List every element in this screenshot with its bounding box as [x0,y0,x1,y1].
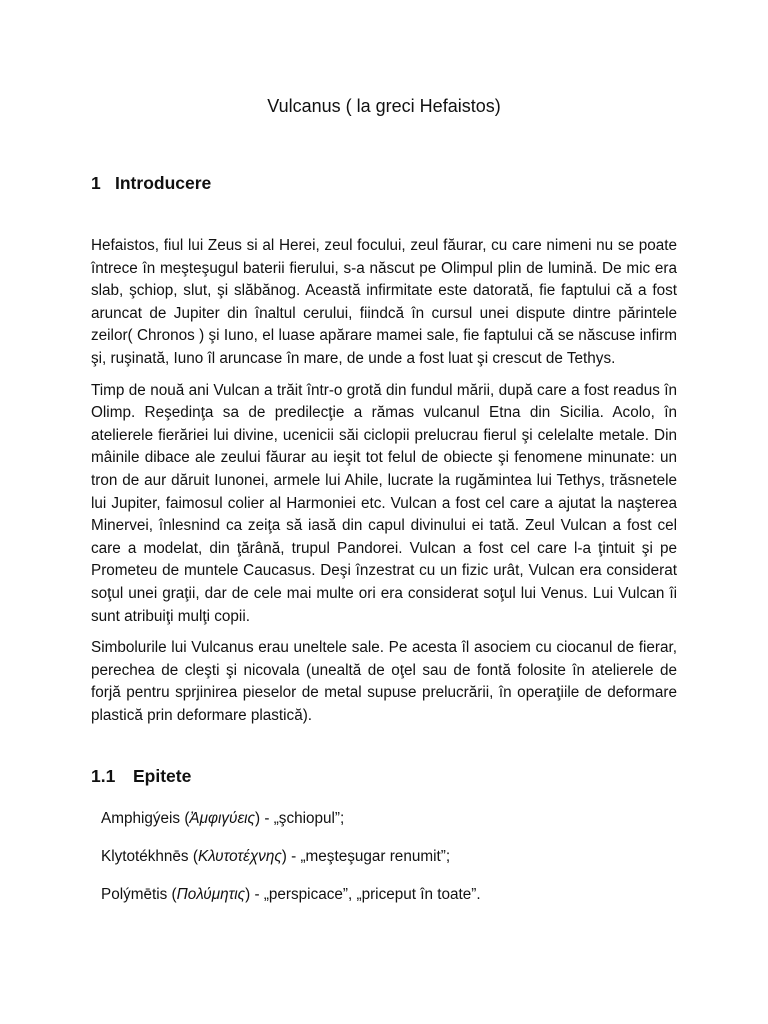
epithet-item [101,808,701,830]
subsection-number: 1.1 [91,766,116,786]
epithet-greek: Πολύμητις [176,886,246,903]
section-body-introducere [91,235,677,736]
section-heading-epitete [91,764,191,788]
subsection-title: Epitete [133,766,192,786]
document-title: Vulcanus ( la greci Hefaistos) [267,96,501,116]
epithet-greek: Κλυτοτέχνης [197,848,282,865]
epithet-list [101,808,701,922]
epithet-meaning: ) - „perspicace”, „priceput în toate”. [245,886,481,903]
epithet-item [101,884,701,906]
section-number: 1 [91,173,101,193]
section-heading-introducere [91,171,211,195]
epithet-meaning: ) - „meşteşugar renumit”; [281,848,451,865]
epithet-name: Polýmētis ( [101,886,177,903]
paragraph-2: Timp de nouă ani Vulcan a trăit într-o grotă din fundul mării, după care a fost readus în Olimp. Reşedinţa sa de predilecţie a rămas vulcanul Etna din Sicilia. Acolo, în atelierele fierăriei lui divine, ucenicii săi ciclopii prelucrau fierul şi celelalte metale. Din mâinile dibace ale zeului făurar au ieşit tot felul de obiecte şi fenomene minunate: un tron de aur dăruit Iunonei, armele lui Ahile, lucrate la rugămintea lui Tethys, trăsnetele lui Jupiter, faimosul colier al Harmoniei etc. Vulcan a fost cel care a ajutat la naşterea Minervei, înlesnind ca zeiţa să iasă din capul divinului ei tată. Zeul Vulcan a fost cel care a modelat, din ţărână, trupul Pandorei. Vulcan a fost cel care l-a ţintuit şi pe Prometeu de muntele Caucasus. Deşi înzestrat cu un fizic urât, Vulcan era considerat soţul unei graţii, dar de cele mai multe ori era considerat soţul lui Venus. Lui Vulcan îi sunt atribuiţi mulţi copii. [91,381,677,625]
epithet-item [101,846,701,868]
paragraph-1: Hefaistos, fiul lui Zeus si al Herei, zeul focului, zeul făurar, cu care nimeni nu se poate întrece în meşteşugul baterii fierului, s-a născut pe Olimpul plin de lumină. De mic era slab, şchiop, slut, şi slăbănog. Această infirmitate este datorată, fie faptului că a fost aruncat de Jupiter din înaltul cerului, fiindcă în cursul unei dispute dintre părintele zeilor( Chronos ) şi Iuno, el luase apărare mamei sale, fie faptului că se născuse infirm şi, ruşinată, Iuno îl aruncase în mare, de unde a fost luat şi crescut de Tethys. [91,237,677,367]
paragraph-3: Simbolurile lui Vulcanus erau uneltele sale. Pe acesta îl asociem cu ciocanul de fierar, perechea de cleşti şi nicovala (unealtă de oţel sau de fontă folosite în atelierele de forjă pentru sprjinirea pieselor de metal supuse prelucrării, în operaţiile de deformare plastică prin deformare plastică). [91,639,677,724]
epithet-greek: Ἀμφιγύεις [189,810,256,827]
epithet-meaning: ) - „şchiopul”; [255,810,345,827]
epithet-name: Klytotékhnēs ( [101,848,198,865]
epithet-name: Amphigýeis ( [101,810,190,827]
section-title: Introducere [115,173,212,193]
